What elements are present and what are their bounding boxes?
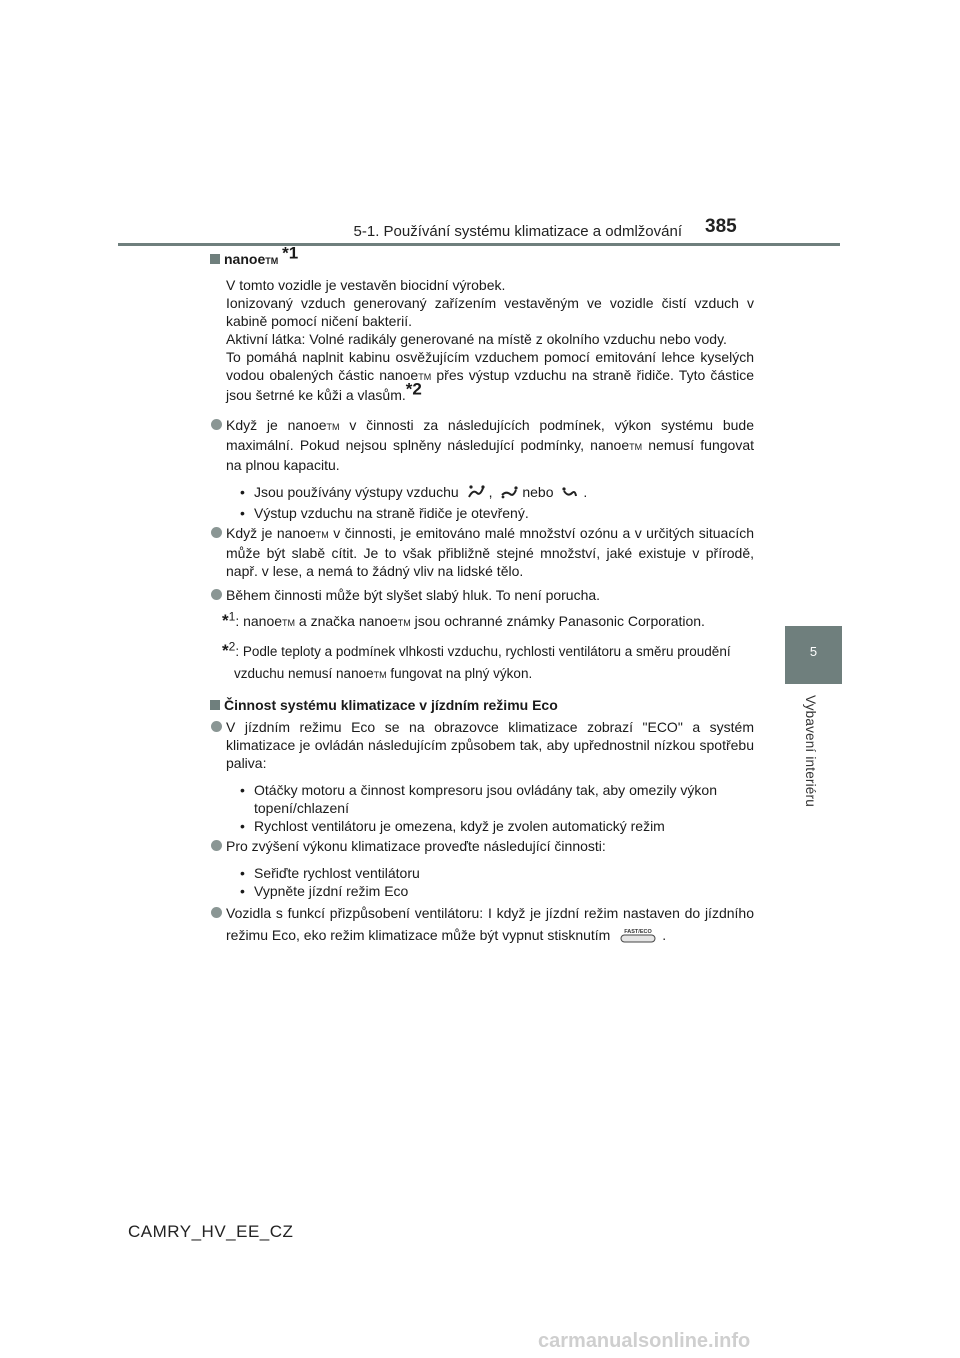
- header-rule: [118, 243, 840, 246]
- round-bullet-icon: [211, 419, 222, 430]
- lower-vent-icon: [561, 485, 579, 499]
- bullet-item: V jízdním režimu Eco se na obrazovce klimatizace zobrazí "ECO" a systém klimatizace je ovládán následujícím způsobem tak, aby upřednostnil nízkou spotřebu paliva:: [210, 718, 754, 772]
- sub-bullet-item: • Vypněte jízdní režim Eco: [226, 882, 754, 900]
- chapter-tab-number: 5: [809, 644, 818, 659]
- bullet-item: Když je nanoeTM v činnosti, je emitováno malé množství ozónu a v určitých situacích může být slabě cítit. Je to však přibližně stejné množství, jaké existuje v přírodě, např. v lese, a nemá to žádný vliv na lidské tělo.: [210, 524, 754, 580]
- watermark: carmanualsonline.info: [538, 1330, 751, 1352]
- footnote-1: *1: nanoeTM a značka nanoeTM jsou ochranné známky Panasonic Corporation.: [222, 609, 705, 630]
- round-bullet-icon: [211, 840, 222, 851]
- square-bullet-icon: [210, 254, 220, 264]
- sub-bullet-item: • Rychlost ventilátoru je omezena, když je zvolen automatický režim: [226, 817, 754, 835]
- round-bullet-icon: [211, 589, 222, 600]
- document-code: CAMRY_HV_EE_CZ: [128, 1222, 294, 1241]
- round-bullet-icon: [211, 907, 222, 918]
- page-content: [210, 243, 755, 946]
- sub-bullet-item: • Výstup vzduchu na straně řidiče je otevřený.: [226, 504, 754, 522]
- sub-bullet-item: • Jsou používány výstupy vzduchu , nebo .: [226, 483, 754, 501]
- upper-vent-icon: [467, 485, 485, 499]
- chapter-tab-label: Vybavení interiéru: [803, 695, 818, 807]
- round-bullet-icon: [211, 721, 222, 732]
- bullet-item: Vozidla s funkcí přizpůsobení ventilátoru: I když je jízdní režim nastaven do jízdního režimu Eco, eko režim klimatizace může být vypnut stisknutím FAST/ECO .: [210, 902, 754, 946]
- paragraph: Aktivní látka: Volné radikály generované na místě z okolního vzduchu nebo vody.: [226, 331, 727, 347]
- round-bullet-icon: [211, 527, 222, 538]
- paragraph: Ionizovaný vzduch generovaný zařízením vestavěným ve vozidle čistí vzduch v kabině pomocí ničení bakterií.: [226, 295, 754, 329]
- paragraph: To pomáhá naplnit kabinu osvěžujícím vzduchem pomocí emitování lehce kyselých vodou obalených částic nanoeTM přes výstup vzduchu na straně řidiče. Tyto částice jsou šetrné ke kůži a vlasům.*2: [226, 349, 755, 403]
- square-bullet-icon: [210, 700, 220, 710]
- paragraph: V tomto vozidle je vestavěn biocidní výrobek.: [226, 277, 506, 293]
- section-title-nanoe: nanoeTM *1: [210, 250, 754, 270]
- header-section-title: 5-1. Používání systému klimatizace a odmlžování: [353, 223, 682, 240]
- upper-lower-vent-icon: [500, 485, 518, 499]
- sub-bullet-item: • Seřiďte rychlost ventilátoru: [226, 864, 754, 882]
- page-number: 385: [705, 216, 737, 237]
- section-title-eco: Činnost systému klimatizace v jízdním režimu Eco: [210, 696, 754, 714]
- footnote-2: *2: Podle teploty a podmínek vlhkosti vzduchu, rychlosti ventilátoru a směru proudění vzduchu nemusí nanoeTM fungovat na plný výkon.: [222, 639, 731, 681]
- bullet-item: Během činnosti může být slyšet slabý hluk. To není porucha.: [210, 586, 754, 604]
- sub-bullet-item: • Otáčky motoru a činnost kompresoru jsou ovládány tak, aby omezily výkon topení/chlazení: [226, 781, 754, 817]
- fast-eco-button-icon: [618, 926, 658, 944]
- svg-text:FAST/ECO: FAST/ECO: [624, 929, 652, 935]
- bullet-item: Když je nanoeTM v činnosti za následujících podmínek, výkon systému bude maximální. Pokud nejsou splněny následující podmínky, nanoeTM nemusí fungovat na plnou kapacitu.: [210, 416, 754, 474]
- bullet-item: Pro zvýšení výkonu klimatizace proveďte následující činnosti:: [210, 837, 754, 855]
